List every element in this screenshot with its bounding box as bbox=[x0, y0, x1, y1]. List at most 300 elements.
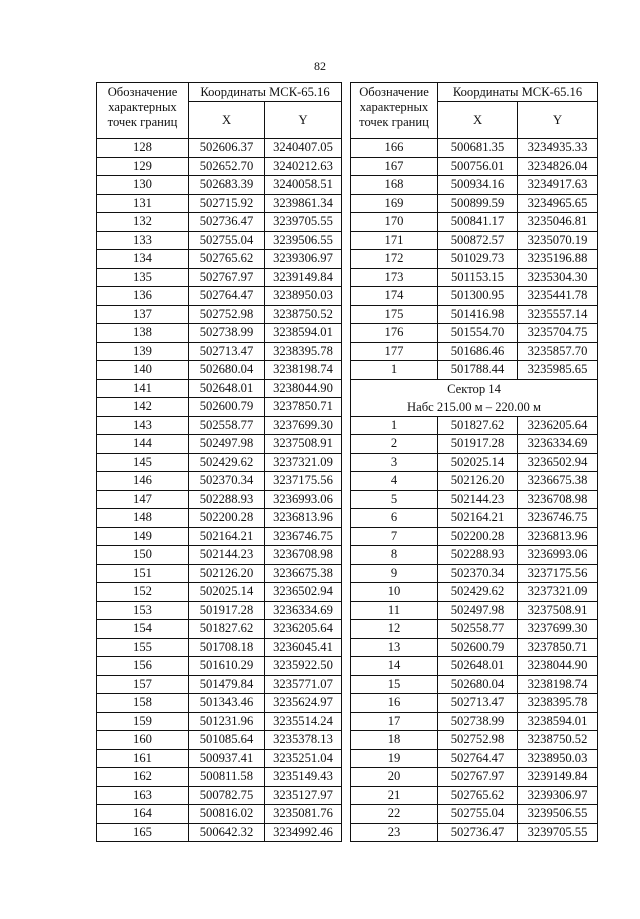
table-row bbox=[97, 657, 342, 676]
y-coord-cell: 3237699.30 bbox=[518, 620, 598, 639]
x-coord-cell: 502025.14 bbox=[438, 453, 518, 472]
table-row bbox=[97, 583, 342, 602]
left-table-body bbox=[97, 83, 342, 842]
x-coord-cell: 500841.17 bbox=[438, 213, 518, 232]
x-coord-cell: 500642.32 bbox=[189, 823, 265, 842]
point-id-cell: 148 bbox=[97, 509, 189, 528]
point-id-cell: 21 bbox=[351, 786, 438, 805]
table-row bbox=[351, 527, 598, 546]
table-row bbox=[351, 342, 598, 361]
x-coord-cell: 502752.98 bbox=[189, 305, 265, 324]
x-coord-cell: 502764.47 bbox=[189, 287, 265, 306]
table-row bbox=[351, 453, 598, 472]
y-coord-cell: 3234826.04 bbox=[518, 157, 598, 176]
table-row bbox=[351, 638, 598, 657]
y-coord-cell: 3239861.34 bbox=[265, 194, 342, 213]
table-row bbox=[97, 453, 342, 472]
header-row bbox=[97, 83, 342, 102]
point-id-cell: 16 bbox=[351, 694, 438, 713]
point-header-line2: характерных bbox=[108, 100, 177, 114]
x-coord-cell: 501827.62 bbox=[438, 416, 518, 435]
table-row bbox=[351, 231, 598, 250]
y-coord-cell: 3236746.75 bbox=[518, 509, 598, 528]
x-coord-cell: 500681.35 bbox=[438, 139, 518, 158]
x-coord-cell: 501231.96 bbox=[189, 712, 265, 731]
table-row bbox=[97, 638, 342, 657]
x-coord-cell: 500811.58 bbox=[189, 768, 265, 787]
y-coord-cell: 3236746.75 bbox=[265, 527, 342, 546]
x-coord-cell: 501827.62 bbox=[189, 620, 265, 639]
point-id-cell: 172 bbox=[351, 250, 438, 269]
table-row bbox=[97, 509, 342, 528]
point-id-cell: 4 bbox=[351, 472, 438, 491]
table-row bbox=[351, 287, 598, 306]
point-id-cell: 161 bbox=[97, 749, 189, 768]
point-id-cell: 167 bbox=[351, 157, 438, 176]
x-coord-cell: 502200.28 bbox=[438, 527, 518, 546]
y-coord-cell: 3237508.91 bbox=[265, 435, 342, 454]
table-row bbox=[97, 472, 342, 491]
point-id-cell: 160 bbox=[97, 731, 189, 750]
point-id-cell: 176 bbox=[351, 324, 438, 343]
point-header-line1: Обозначение bbox=[359, 85, 429, 99]
y-coord-cell: 3238198.74 bbox=[265, 361, 342, 380]
y-coord-cell: 3236993.06 bbox=[518, 546, 598, 565]
table-row bbox=[351, 601, 598, 620]
table-row bbox=[97, 287, 342, 306]
y-coord-cell: 3235557.14 bbox=[518, 305, 598, 324]
y-coord-cell: 3239149.84 bbox=[518, 768, 598, 787]
y-coord-cell: 3235304.30 bbox=[518, 268, 598, 287]
table-row bbox=[351, 657, 598, 676]
table-row bbox=[97, 620, 342, 639]
x-coord-cell: 501554.70 bbox=[438, 324, 518, 343]
point-id-cell: 12 bbox=[351, 620, 438, 639]
x-coord-cell: 500934.16 bbox=[438, 176, 518, 195]
y-coord-cell: 3239506.55 bbox=[518, 805, 598, 824]
x-coord-cell: 502429.62 bbox=[438, 583, 518, 602]
table-row bbox=[97, 675, 342, 694]
point-id-cell: 166 bbox=[351, 139, 438, 158]
x-coord-cell: 502648.01 bbox=[438, 657, 518, 676]
table-row bbox=[97, 712, 342, 731]
x-coord-cell: 502497.98 bbox=[438, 601, 518, 620]
x-coord-cell: 500816.02 bbox=[189, 805, 265, 824]
table-row bbox=[351, 509, 598, 528]
table-row bbox=[97, 379, 342, 398]
table-row bbox=[351, 472, 598, 491]
point-id-cell: 10 bbox=[351, 583, 438, 602]
x-coord-cell: 501153.15 bbox=[438, 268, 518, 287]
table-row bbox=[351, 805, 598, 824]
x-header: X bbox=[189, 102, 265, 139]
table-row bbox=[97, 305, 342, 324]
table-row bbox=[97, 786, 342, 805]
point-id-cell: 164 bbox=[97, 805, 189, 824]
table-row bbox=[97, 546, 342, 565]
y-coord-cell: 3237321.09 bbox=[265, 453, 342, 472]
point-id-cell: 1 bbox=[351, 361, 438, 380]
point-id-cell: 173 bbox=[351, 268, 438, 287]
y-coord-cell: 3238750.52 bbox=[265, 305, 342, 324]
y-coord-cell: 3236205.64 bbox=[518, 416, 598, 435]
x-coord-cell: 502752.98 bbox=[438, 731, 518, 750]
sector-title: Сектор 14 bbox=[447, 381, 501, 396]
y-coord-cell: 3236205.64 bbox=[265, 620, 342, 639]
y-coord-cell: 3235514.24 bbox=[265, 712, 342, 731]
point-id-cell: 145 bbox=[97, 453, 189, 472]
table-row bbox=[97, 564, 342, 583]
point-id-cell: 147 bbox=[97, 490, 189, 509]
point-id-cell: 170 bbox=[351, 213, 438, 232]
y-coord-cell: 3237175.56 bbox=[518, 564, 598, 583]
table-row bbox=[351, 139, 598, 158]
x-coord-cell: 502683.39 bbox=[189, 176, 265, 195]
table-row bbox=[97, 805, 342, 824]
coordinates-table-left bbox=[96, 82, 342, 842]
table-row bbox=[351, 213, 598, 232]
point-id-cell: 153 bbox=[97, 601, 189, 620]
x-coord-cell: 501610.29 bbox=[189, 657, 265, 676]
y-coord-cell: 3237175.56 bbox=[265, 472, 342, 491]
point-id-cell: 156 bbox=[97, 657, 189, 676]
point-id-cell: 19 bbox=[351, 749, 438, 768]
point-id-cell: 151 bbox=[97, 564, 189, 583]
table-row bbox=[97, 250, 342, 269]
table-row bbox=[351, 620, 598, 639]
point-id-cell: 17 bbox=[351, 712, 438, 731]
point-id-cell: 152 bbox=[97, 583, 189, 602]
x-coord-cell: 502164.21 bbox=[189, 527, 265, 546]
table-row bbox=[351, 490, 598, 509]
x-coord-cell: 502144.23 bbox=[189, 546, 265, 565]
y-coord-cell: 3234917.63 bbox=[518, 176, 598, 195]
right-table-body bbox=[351, 83, 598, 842]
point-id-cell: 128 bbox=[97, 139, 189, 158]
sector-header-cell bbox=[351, 379, 598, 416]
x-coord-cell: 500756.01 bbox=[438, 157, 518, 176]
point-id-cell: 20 bbox=[351, 768, 438, 787]
table-row bbox=[351, 823, 598, 842]
x-coord-cell: 501686.46 bbox=[438, 342, 518, 361]
y-coord-cell: 3235624.97 bbox=[265, 694, 342, 713]
table-row bbox=[351, 712, 598, 731]
table-row bbox=[97, 490, 342, 509]
x-coord-cell: 502497.98 bbox=[189, 435, 265, 454]
point-id-cell: 141 bbox=[97, 379, 189, 398]
coordinates-table-right bbox=[350, 82, 598, 842]
point-id-cell: 133 bbox=[97, 231, 189, 250]
coord-system-header: Координаты МСК-65.16 bbox=[189, 83, 342, 102]
point-id-cell: 9 bbox=[351, 564, 438, 583]
point-id-cell: 168 bbox=[351, 176, 438, 195]
x-coord-cell: 501029.73 bbox=[438, 250, 518, 269]
y-coord-cell: 3236334.69 bbox=[265, 601, 342, 620]
table-row bbox=[351, 749, 598, 768]
point-id-cell: 149 bbox=[97, 527, 189, 546]
x-coord-cell: 501917.28 bbox=[438, 435, 518, 454]
y-header: Y bbox=[518, 102, 598, 139]
x-coord-cell: 502648.01 bbox=[189, 379, 265, 398]
point-id-cell: 13 bbox=[351, 638, 438, 657]
x-coord-cell: 501085.64 bbox=[189, 731, 265, 750]
y-coord-cell: 3239149.84 bbox=[265, 268, 342, 287]
x-coord-cell: 502025.14 bbox=[189, 583, 265, 602]
table-row bbox=[351, 361, 598, 380]
point-id-cell: 6 bbox=[351, 509, 438, 528]
point-id-cell: 136 bbox=[97, 287, 189, 306]
x-coord-cell: 502715.92 bbox=[189, 194, 265, 213]
table-row bbox=[351, 157, 598, 176]
y-coord-cell: 3236708.98 bbox=[518, 490, 598, 509]
x-coord-cell: 500899.59 bbox=[438, 194, 518, 213]
x-coord-cell: 502713.47 bbox=[189, 342, 265, 361]
y-coord-cell: 3239705.55 bbox=[265, 213, 342, 232]
point-id-cell: 169 bbox=[351, 194, 438, 213]
y-coord-cell: 3238044.90 bbox=[518, 657, 598, 676]
y-coord-cell: 3240212.63 bbox=[265, 157, 342, 176]
y-coord-cell: 3239506.55 bbox=[265, 231, 342, 250]
y-coord-cell: 3234935.33 bbox=[518, 139, 598, 158]
table-row bbox=[351, 564, 598, 583]
table-row bbox=[351, 675, 598, 694]
table-row bbox=[97, 342, 342, 361]
y-coord-cell: 3236708.98 bbox=[265, 546, 342, 565]
x-coord-cell: 502600.79 bbox=[438, 638, 518, 657]
x-coord-cell: 502738.99 bbox=[438, 712, 518, 731]
table-row bbox=[351, 268, 598, 287]
x-coord-cell: 502600.79 bbox=[189, 398, 265, 417]
x-coord-cell: 502606.37 bbox=[189, 139, 265, 158]
point-id-cell: 174 bbox=[351, 287, 438, 306]
y-coord-cell: 3237321.09 bbox=[518, 583, 598, 602]
table-row bbox=[97, 361, 342, 380]
table-row bbox=[97, 157, 342, 176]
point-header-line1: Обозначение bbox=[107, 85, 178, 99]
point-id-cell: 135 bbox=[97, 268, 189, 287]
y-coord-cell: 3238395.78 bbox=[518, 694, 598, 713]
point-header-line3: точек границ bbox=[359, 115, 429, 129]
point-id-cell: 138 bbox=[97, 324, 189, 343]
table-row bbox=[351, 731, 598, 750]
point-id-cell: 139 bbox=[97, 342, 189, 361]
x-coord-cell: 501416.98 bbox=[438, 305, 518, 324]
page-number: 82 bbox=[314, 59, 326, 73]
y-coord-cell: 3235081.76 bbox=[265, 805, 342, 824]
header-row bbox=[351, 83, 598, 102]
point-id-cell: 11 bbox=[351, 601, 438, 620]
y-coord-cell: 3236502.94 bbox=[518, 453, 598, 472]
y-coord-cell: 3239705.55 bbox=[518, 823, 598, 842]
x-coord-cell: 502765.62 bbox=[438, 786, 518, 805]
table-row bbox=[97, 139, 342, 158]
y-coord-cell: 3235771.07 bbox=[265, 675, 342, 694]
y-coord-cell: 3237699.30 bbox=[265, 416, 342, 435]
y-coord-cell: 3236675.38 bbox=[518, 472, 598, 491]
point-id-cell: 137 bbox=[97, 305, 189, 324]
point-id-cell: 158 bbox=[97, 694, 189, 713]
point-id-cell: 23 bbox=[351, 823, 438, 842]
y-coord-cell: 3236993.06 bbox=[265, 490, 342, 509]
table-row bbox=[97, 268, 342, 287]
y-coord-cell: 3236334.69 bbox=[518, 435, 598, 454]
y-coord-cell: 3235704.75 bbox=[518, 324, 598, 343]
point-id-cell: 146 bbox=[97, 472, 189, 491]
table-row bbox=[351, 583, 598, 602]
point-id-cell: 140 bbox=[97, 361, 189, 380]
x-coord-cell: 502736.47 bbox=[438, 823, 518, 842]
point-id-cell: 132 bbox=[97, 213, 189, 232]
x-coord-cell: 501343.46 bbox=[189, 694, 265, 713]
table-row bbox=[351, 546, 598, 565]
x-coord-cell: 502738.99 bbox=[189, 324, 265, 343]
x-coord-cell: 500937.41 bbox=[189, 749, 265, 768]
y-coord-cell: 3236813.96 bbox=[265, 509, 342, 528]
point-id-cell: 134 bbox=[97, 250, 189, 269]
y-coord-cell: 3235149.43 bbox=[265, 768, 342, 787]
y-coord-cell: 3236502.94 bbox=[265, 583, 342, 602]
y-coord-cell: 3235378.13 bbox=[265, 731, 342, 750]
y-coord-cell: 3237850.71 bbox=[518, 638, 598, 657]
table-row bbox=[97, 768, 342, 787]
point-id-cell: 18 bbox=[351, 731, 438, 750]
point-id-cell: 15 bbox=[351, 675, 438, 694]
x-coord-cell: 501708.18 bbox=[189, 638, 265, 657]
y-coord-cell: 3238750.52 bbox=[518, 731, 598, 750]
y-coord-cell: 3236675.38 bbox=[265, 564, 342, 583]
point-id-cell: 129 bbox=[97, 157, 189, 176]
point-id-cell: 154 bbox=[97, 620, 189, 639]
x-coord-cell: 502713.47 bbox=[438, 694, 518, 713]
y-coord-cell: 3235922.50 bbox=[265, 657, 342, 676]
point-id-cell: 131 bbox=[97, 194, 189, 213]
y-coord-cell: 3235251.04 bbox=[265, 749, 342, 768]
y-coord-cell: 3236813.96 bbox=[518, 527, 598, 546]
coord-system-header: Координаты МСК-65.16 bbox=[438, 83, 598, 102]
x-coord-cell: 502288.93 bbox=[438, 546, 518, 565]
point-id-cell: 2 bbox=[351, 435, 438, 454]
x-coord-cell: 502755.04 bbox=[189, 231, 265, 250]
point-id-cell: 159 bbox=[97, 712, 189, 731]
x-coord-cell: 502765.62 bbox=[189, 250, 265, 269]
y-coord-cell: 3237850.71 bbox=[265, 398, 342, 417]
y-coord-cell: 3236045.41 bbox=[265, 638, 342, 657]
table-row bbox=[97, 731, 342, 750]
point-id-cell: 162 bbox=[97, 768, 189, 787]
point-header-line3: точек границ bbox=[107, 115, 178, 129]
x-coord-cell: 501788.44 bbox=[438, 361, 518, 380]
x-coord-cell: 500872.57 bbox=[438, 231, 518, 250]
y-coord-cell: 3235046.81 bbox=[518, 213, 598, 232]
x-coord-cell: 502755.04 bbox=[438, 805, 518, 824]
x-coord-cell: 502144.23 bbox=[438, 490, 518, 509]
y-coord-cell: 3235441.78 bbox=[518, 287, 598, 306]
point-id-cell: 7 bbox=[351, 527, 438, 546]
table-row bbox=[351, 768, 598, 787]
table-row bbox=[97, 324, 342, 343]
point-header-line2: характерных bbox=[359, 100, 429, 114]
x-coord-cell: 502370.34 bbox=[189, 472, 265, 491]
point-id-cell: 143 bbox=[97, 416, 189, 435]
table-row bbox=[97, 416, 342, 435]
y-coord-cell: 3235985.65 bbox=[518, 361, 598, 380]
point-id-cell: 144 bbox=[97, 435, 189, 454]
point-id-cell: 1 bbox=[351, 416, 438, 435]
y-coord-cell: 3235127.97 bbox=[265, 786, 342, 805]
y-coord-cell: 3238950.03 bbox=[265, 287, 342, 306]
point-id-cell: 22 bbox=[351, 805, 438, 824]
table-row bbox=[351, 694, 598, 713]
x-coord-cell: 502767.97 bbox=[438, 768, 518, 787]
y-coord-cell: 3240058.51 bbox=[265, 176, 342, 195]
y-coord-cell: 3240407.05 bbox=[265, 139, 342, 158]
y-coord-cell: 3239306.97 bbox=[265, 250, 342, 269]
table-row bbox=[351, 194, 598, 213]
y-coord-cell: 3238950.03 bbox=[518, 749, 598, 768]
point-id-cell: 14 bbox=[351, 657, 438, 676]
x-coord-cell: 502126.20 bbox=[189, 564, 265, 583]
y-coord-cell: 3234992.46 bbox=[265, 823, 342, 842]
point-id-cell: 155 bbox=[97, 638, 189, 657]
x-coord-cell: 500782.75 bbox=[189, 786, 265, 805]
x-coord-cell: 501917.28 bbox=[189, 601, 265, 620]
y-coord-cell: 3239306.97 bbox=[518, 786, 598, 805]
point-id-cell: 3 bbox=[351, 453, 438, 472]
table-row bbox=[97, 231, 342, 250]
x-coord-cell: 502764.47 bbox=[438, 749, 518, 768]
table-row bbox=[351, 786, 598, 805]
x-coord-cell: 502767.97 bbox=[189, 268, 265, 287]
x-coord-cell: 502558.77 bbox=[438, 620, 518, 639]
point-column-header bbox=[351, 83, 438, 139]
point-id-cell: 175 bbox=[351, 305, 438, 324]
x-coord-cell: 502370.34 bbox=[438, 564, 518, 583]
table-row bbox=[351, 324, 598, 343]
point-id-cell: 150 bbox=[97, 546, 189, 565]
x-coord-cell: 502200.28 bbox=[189, 509, 265, 528]
table-row bbox=[97, 176, 342, 195]
y-coord-cell: 3235070.19 bbox=[518, 231, 598, 250]
point-id-cell: 5 bbox=[351, 490, 438, 509]
y-coord-cell: 3235857.70 bbox=[518, 342, 598, 361]
table-row bbox=[97, 694, 342, 713]
point-id-cell: 157 bbox=[97, 675, 189, 694]
point-id-cell: 130 bbox=[97, 176, 189, 195]
x-coord-cell: 501300.95 bbox=[438, 287, 518, 306]
y-coord-cell: 3234965.65 bbox=[518, 194, 598, 213]
x-coord-cell: 502652.70 bbox=[189, 157, 265, 176]
sector-height-range: Набс 215.00 м – 220.00 м bbox=[407, 399, 541, 414]
point-id-cell: 142 bbox=[97, 398, 189, 417]
y-coord-cell: 3238594.01 bbox=[518, 712, 598, 731]
y-coord-cell: 3235196.88 bbox=[518, 250, 598, 269]
table-row bbox=[97, 527, 342, 546]
table-row bbox=[97, 398, 342, 417]
x-coord-cell: 502558.77 bbox=[189, 416, 265, 435]
y-header: Y bbox=[265, 102, 342, 139]
table-row bbox=[351, 250, 598, 269]
x-coord-cell: 501479.84 bbox=[189, 675, 265, 694]
table-row bbox=[351, 416, 598, 435]
x-coord-cell: 502429.62 bbox=[189, 453, 265, 472]
table-row bbox=[97, 749, 342, 768]
table-row bbox=[97, 194, 342, 213]
point-id-cell: 177 bbox=[351, 342, 438, 361]
y-coord-cell: 3238044.90 bbox=[265, 379, 342, 398]
point-id-cell: 171 bbox=[351, 231, 438, 250]
table-row bbox=[97, 435, 342, 454]
x-coord-cell: 502164.21 bbox=[438, 509, 518, 528]
